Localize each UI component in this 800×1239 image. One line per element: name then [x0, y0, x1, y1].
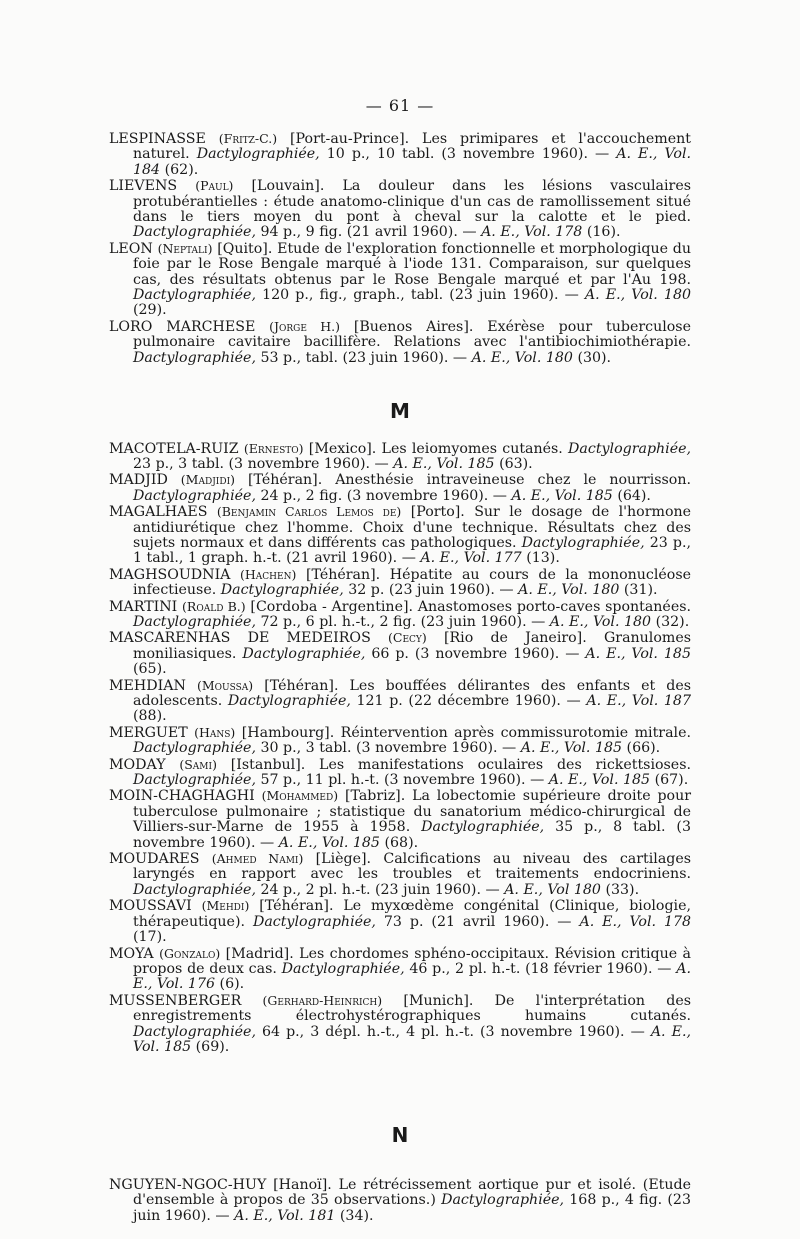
bibliography-entry [109, 241, 691, 319]
bibliography-entry [109, 898, 691, 945]
entry-author: MODAY [109, 756, 166, 773]
entry-details: 35 p., 8 tabl. (3 novembre 1960). — [133, 819, 691, 851]
entry-place: [Porto]. [410, 504, 465, 521]
entry-place: [Munich]. [403, 992, 474, 1009]
entry-reference: A. E., Vol. 180 [471, 349, 573, 366]
entry-details: 168 p., 4 fig. (23 juin 1960). — [133, 1192, 691, 1224]
entry-author: LORO MARCHESE [109, 318, 256, 335]
bibliography-entry [109, 567, 691, 599]
entry-given-name: (Madjidi) [180, 472, 235, 488]
entry-type: Dactylographiée, [133, 224, 256, 241]
entry-details: 66 p. (3 novembre 1960). — [371, 645, 580, 662]
entry-type: Dactylographiée, [133, 487, 256, 504]
entry-given-name: (Gonzalo) [159, 945, 221, 961]
bibliography-entry [109, 504, 691, 567]
entry-author: LIEVENS [109, 178, 178, 195]
entry-type: Dactylographiée, [196, 146, 320, 163]
entry-place: [Tabriz]. [344, 788, 406, 805]
entry-type: Dactylographiée, [242, 645, 366, 662]
entry-number: (64). [617, 487, 651, 504]
entry-type: Dactylographiée, [133, 287, 256, 304]
entry-type: Dactylographiée, [220, 582, 344, 599]
entry-given-name: (Cecy) [388, 630, 427, 646]
entry-author: MACOTELA-RUIZ [109, 440, 239, 457]
entry-author: MOYA [109, 945, 154, 962]
entry-place: [Istanbul]. [230, 756, 306, 773]
entry-details: 46 p., 2 pl. h.-t. (18 février 1960). — [409, 960, 672, 977]
entry-reference: A. E., Vol. 176 [133, 960, 691, 993]
entry-title: Etude de l'exploration fonctionnelle et morphologique du foie par le Rose Bengale marqué à l'iode 131. Comparaison, sur quelques cas, des résultats obtenus par le Rose Bengale marqué et par l'Au 198. [133, 240, 691, 288]
entry-given-name: (Gerhard-Heinrich) [262, 992, 383, 1008]
entry-details: 64 p., 3 dépl. h.-t., 4 pl. h.-t. (3 novembre 1960). — [262, 1023, 645, 1040]
bibliography-entry [109, 599, 691, 631]
entry-number: (88). [133, 708, 167, 725]
entry-reference: A. E., Vol. 185 [133, 1023, 691, 1055]
entry-title: Les primipares et l'accouchement naturel. [133, 131, 691, 163]
entry-number: (67). [654, 772, 689, 789]
entry-number: (29). [133, 302, 167, 319]
page-number: — 61 — [365, 96, 435, 115]
entry-given-name: (Ahmed Nami) [211, 851, 304, 867]
entry-given-name: (Hans) [194, 724, 236, 740]
entry-title: Les leiomyomes cutanés. [381, 440, 563, 457]
entry-author: MOUSSAVI [109, 898, 192, 915]
entry-place: [Téhéran]. [259, 898, 334, 915]
entry-details: 10 p., 10 tabl. (3 novembre 1960). — [326, 146, 610, 163]
entry-title: Sur le dosage de l'hormone antidiurétique chez l'homme. Choix d'une technique. Résultats chez des sujets normaux et dans différents cas pathologiques. [133, 504, 692, 551]
entry-title: Les manifestations oculaires des rickettsioses. [319, 756, 691, 773]
bibliography-entry [109, 1178, 691, 1224]
bibliography-entry [109, 630, 691, 677]
entry-reference: A. E., Vol. 177 [420, 550, 522, 567]
entry-title: Anastomoses porto-caves spontanées. [417, 598, 692, 615]
entry-details: 57 p., 11 pl. h.-t. (3 novembre 1960). — [260, 772, 545, 789]
entry-type: Dactylographiée, [281, 960, 405, 977]
entry-author: LESPINASSE [109, 131, 206, 147]
bibliography-entry [109, 725, 691, 757]
entry-number: (17). [133, 929, 167, 946]
entry-title: Les chordomes sphéno-occipitaux. Révision critique à propos de deux cas. [133, 945, 692, 977]
entry-reference: A. E., Vol. 180 [518, 582, 620, 599]
entry-number: (62). [164, 161, 199, 178]
entry-reference: A. E., Vol. 184 [133, 146, 692, 178]
entry-place: [Téhéran]. [305, 566, 381, 583]
entry-given-name: (Sami) [179, 756, 217, 772]
entry-reference: A. E., Vol. 185 [278, 834, 380, 851]
entry-number: (32). [655, 613, 690, 630]
entry-details: 121 p. (22 décembre 1960). — [356, 693, 581, 709]
entry-author: MASCARENHAS DE MEDEIROS [109, 630, 371, 647]
entry-number: (34). [339, 1207, 374, 1224]
entry-author: LEON [109, 240, 153, 257]
entry-given-name: (Moussa) [196, 677, 254, 693]
entry-place: [Liège]. [315, 851, 372, 868]
entry-author: MUSSENBERGER [109, 992, 242, 1009]
bibliography-entry [109, 178, 691, 241]
entry-details: 32 p. (23 juin 1960). — [348, 582, 514, 599]
entry-details: 120 p., fig., graph., tabl. (23 juin 1960). — [262, 287, 579, 304]
entry-details: 73 p. (21 avril 1960). — [383, 913, 572, 930]
bibliography-entry [109, 678, 691, 725]
entry-place: [Téhéran]. [247, 472, 323, 489]
bibliography-entry [109, 851, 691, 898]
entry-place: [Téhéran]. [264, 677, 339, 694]
entry-given-name: (Jorge H.) [269, 318, 340, 334]
entry-author: MERGUET [109, 724, 188, 741]
bibliography-entry [109, 441, 691, 473]
entry-reference: A. E., Vol. 185 [585, 645, 691, 662]
entry-reference: A. E., Vol. 185 [393, 455, 495, 472]
entry-details: 24 p., 2 fig. (3 novembre 1960). — [260, 487, 507, 504]
entry-type: Dactylographiée, [421, 819, 545, 836]
entry-title: Les bouffées délirantes des enfants et des adolescents. [133, 677, 692, 709]
entry-type: Dactylographiée, [441, 1192, 565, 1209]
entry-title: Le rétrécissement aortique pur et isolé. (Etude d'ensemble à propos de 35 observations.) [133, 1176, 691, 1209]
entry-place: [Buenos Aires]. [353, 318, 474, 335]
entry-details: 30 p., 3 tabl. (3 novembre 1960). — [260, 740, 517, 757]
entry-given-name: (Mohammed) [261, 788, 339, 804]
section-letter-heading: M [390, 399, 410, 424]
entry-given-name: (Paul) [195, 178, 234, 194]
bibliography-entry [109, 788, 691, 851]
entry-author: MAGALHAES [109, 504, 208, 521]
entry-title: Calcifications au niveau des cartilages laryngés en rapport avec les troubles et traitements endocriniens. [133, 851, 692, 883]
entry-number: (68). [384, 834, 419, 851]
entry-number: (33). [605, 881, 640, 898]
entry-number: (31). [623, 582, 658, 599]
entry-title: Granulomes moniliasiques. [133, 630, 692, 662]
entry-details: 53 p., tabl. (23 juin 1960). — [260, 349, 468, 366]
entry-place: [Hanoï]. [273, 1176, 332, 1193]
bibliography-entry [109, 757, 691, 789]
entry-place: [Hambourg]. [241, 724, 335, 741]
bibliography-entry [109, 131, 691, 178]
entry-place: [Quito]. [217, 240, 273, 257]
entry-given-name: (Benjamin Carlos Lemos de) [216, 504, 402, 520]
entry-place: [Port-au-Prince]. [290, 131, 410, 147]
entry-reference: A. E., Vol. 185 [548, 772, 651, 789]
entry-author: MOUDARES [109, 851, 200, 868]
entry-title: La douleur dans les lésions vasculaires protubérantielles : étude anatomo-clinique d'un cas de ramollissement situé dans le tiers moyen du pont à cheval sur la calotte et le pied. [133, 178, 691, 226]
entry-title: De l'interprétation des enregistrements électrohystérographiques humains cutanés. [133, 992, 692, 1025]
entry-reference: A. E., Vol 180 [504, 881, 601, 898]
bibliography-entry [109, 993, 691, 1056]
entry-number: (13). [526, 550, 560, 567]
entry-reference: A. E., Vol. 187 [586, 693, 691, 709]
bibliography-entry [109, 946, 691, 993]
entry-title: Réintervention après commissurotomie mitrale. [340, 724, 691, 741]
entry-details: 23 p., 1 tabl., 1 graph. h.-t. (21 avril 1960). — [133, 534, 691, 567]
entry-title: Anesthésie intraveineuse chez le nourrisson. [335, 472, 691, 489]
entry-author: MARTINI [109, 598, 178, 615]
entry-number: (63). [499, 455, 533, 472]
entry-given-name: (Hachen) [240, 566, 297, 582]
entry-type: Dactylographiée, [133, 349, 256, 366]
entry-number: (69). [195, 1038, 230, 1055]
entry-author: MEHDIAN [109, 677, 186, 694]
entry-number: (6). [219, 976, 245, 993]
entry-title: Le myxœdème congénital (Clinique, biologie, thérapeutique). [133, 898, 691, 930]
entry-given-name: (Mehdi) [201, 898, 250, 914]
entry-reference: A. E., Vol. 180 [549, 613, 652, 630]
bibliography-list [109, 131, 691, 1224]
entry-place: [Mexico]. [308, 440, 377, 457]
entry-type: Dactylographiée, [252, 913, 376, 930]
entry-type: Dactylographiée, [133, 740, 256, 757]
entry-place: [Rio de Janeiro]. [443, 630, 587, 647]
entry-details: 94 p., 9 fig. (21 avril 1960). — [260, 224, 477, 241]
entry-given-name: (Ernesto) [243, 440, 304, 456]
entry-type: Dactylographiée, [521, 534, 645, 551]
entry-reference: A. E., Vol. 185 [520, 740, 623, 757]
entry-details: 24 p., 2 pl. h.-t. (23 juin 1960). — [260, 881, 500, 898]
entry-details: 23 p., 3 tabl. (3 novembre 1960). — [133, 455, 389, 472]
bibliography-entry [109, 472, 691, 504]
entry-type: Dactylographiée, [227, 693, 351, 709]
entry-number: (66). [626, 740, 661, 757]
bibliography-entry [109, 319, 691, 366]
entry-type: Dactylographiée, [133, 613, 256, 630]
entry-place: [Louvain]. [251, 178, 325, 195]
entry-given-name: (Fritz-C.) [218, 131, 278, 146]
entry-title: La lobectomie supérieure droite pour tuberculose pulmonaire ; statistique du sanatorium médico-chirurgical de Villiers-sur-Marne de 1955 à 1958. [133, 788, 692, 836]
entry-title: Hépatite au cours de la mononucléose infectieuse. [133, 566, 692, 599]
entry-title: Exérèse pour tuberculose pulmonaire cavitaire bacillifère. Relations avec l'antibiochimiothérapie. [133, 318, 691, 351]
entry-place: [Cordoba - Argentine]. [250, 598, 414, 615]
section-letter-heading: N [391, 1123, 409, 1148]
entry-reference: A. E., Vol. 178 [481, 224, 583, 241]
entry-reference: A. E., Vol. 180 [584, 287, 692, 304]
entry-reference: A. E., Vol. 178 [579, 913, 692, 930]
entry-author: NGUYEN-NGOC-HUY [109, 1176, 267, 1193]
entry-given-name: (Roald B.) [182, 598, 246, 614]
entry-given-name: (Neptali) [157, 240, 213, 256]
entry-type: Dactylographiée, [133, 772, 256, 789]
entry-number: (65). [133, 661, 167, 678]
entry-author: MOIN-CHAGHAGHI [109, 788, 255, 805]
entry-number: (16). [586, 224, 621, 241]
entry-place: [Madrid]. [225, 945, 294, 962]
entry-type: Dactylographiée, [133, 1023, 256, 1040]
entry-type: Dactylographiée, [568, 440, 692, 457]
entry-reference: A. E., Vol. 185 [511, 487, 613, 504]
entry-reference: A. E., Vol. 181 [234, 1207, 336, 1224]
entry-number: (30). [577, 349, 612, 366]
entry-details: 72 p., 6 pl. h.-t., 2 fig. (23 juin 1960). — [260, 613, 546, 630]
entry-author: MADJID [109, 472, 168, 489]
entry-author: MAGHSOUDNIA [109, 566, 231, 583]
entry-type: Dactylographiée, [133, 881, 256, 898]
